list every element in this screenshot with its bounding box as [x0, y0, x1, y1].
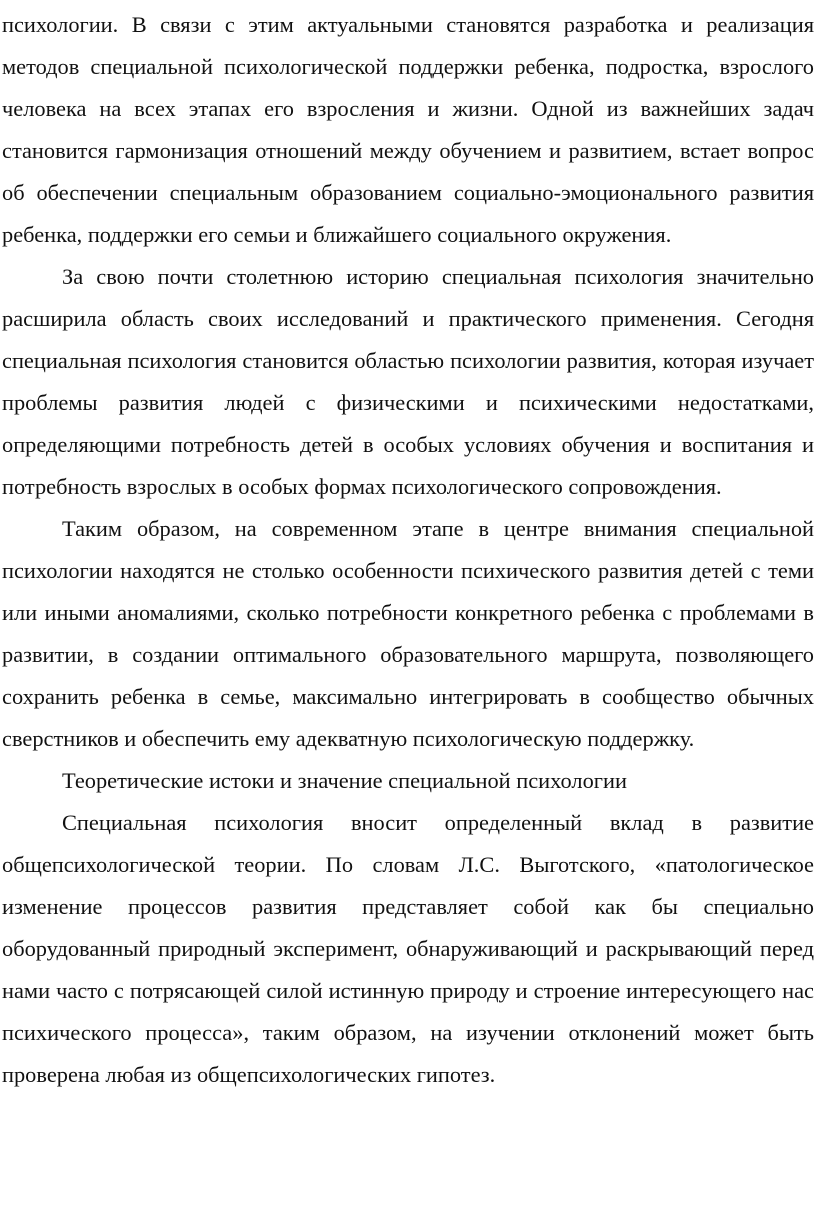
paragraph-history: За свою почти столетнюю историю специальная психология значительно расширила область своих исследований и практического применения. Сегодня специальная психология становится областью психологии развития, которая изучает проблемы развития людей с физическими и психическими недостатками, определяющими потребность детей в особых условиях обучения и воспитания и потребность взрослых в особых формах психологического сопровождения. — [2, 264, 814, 499]
paragraph-intro-continuation: психологии. В связи с этим актуальными становятся разработка и реализация методов специальной психологической поддержки ребенка, подростка, взрослого человека на всех этапах его взросления и жизни. Одной из важнейших задач становится гармонизация отношений между обучением и развитием, встает вопрос об обеспечении специальным образованием социально-эмоционального развития ребенка, поддержки его семьи и ближайшего социального окружения. — [2, 12, 814, 247]
section-heading: Теоретические истоки и значение специальной психологии — [62, 768, 627, 793]
paragraph-theory-contribution: Специальная психология вносит определенный вклад в развитие общепсихологической теории. По словам Л.С. Выготского, «патологическое изменение процессов развития представляет собой как бы специально оборудованный природный эксперимент, обнаруживающий и раскрывающий перед нами часто с потрясающей силой истинную природу и строение интересующего нас психического процесса», таким образом, на изучении отклонений может быть проверена любая из общепсихологических гипотез. — [2, 810, 814, 1087]
paragraph-current-focus: Таким образом, на современном этапе в центре внимания специальной психологии находятся не столько особенности психического развития детей с теми или иными аномалиями, сколько потребности конкретного ребенка с проблемами в развитии, в создании оптимального образовательного маршрута, позволяющего сохранить ребенка в семье, максимально интегрировать в сообщество обычных сверстников и обеспечить ему адекватную психологическую поддержку. — [2, 516, 814, 751]
